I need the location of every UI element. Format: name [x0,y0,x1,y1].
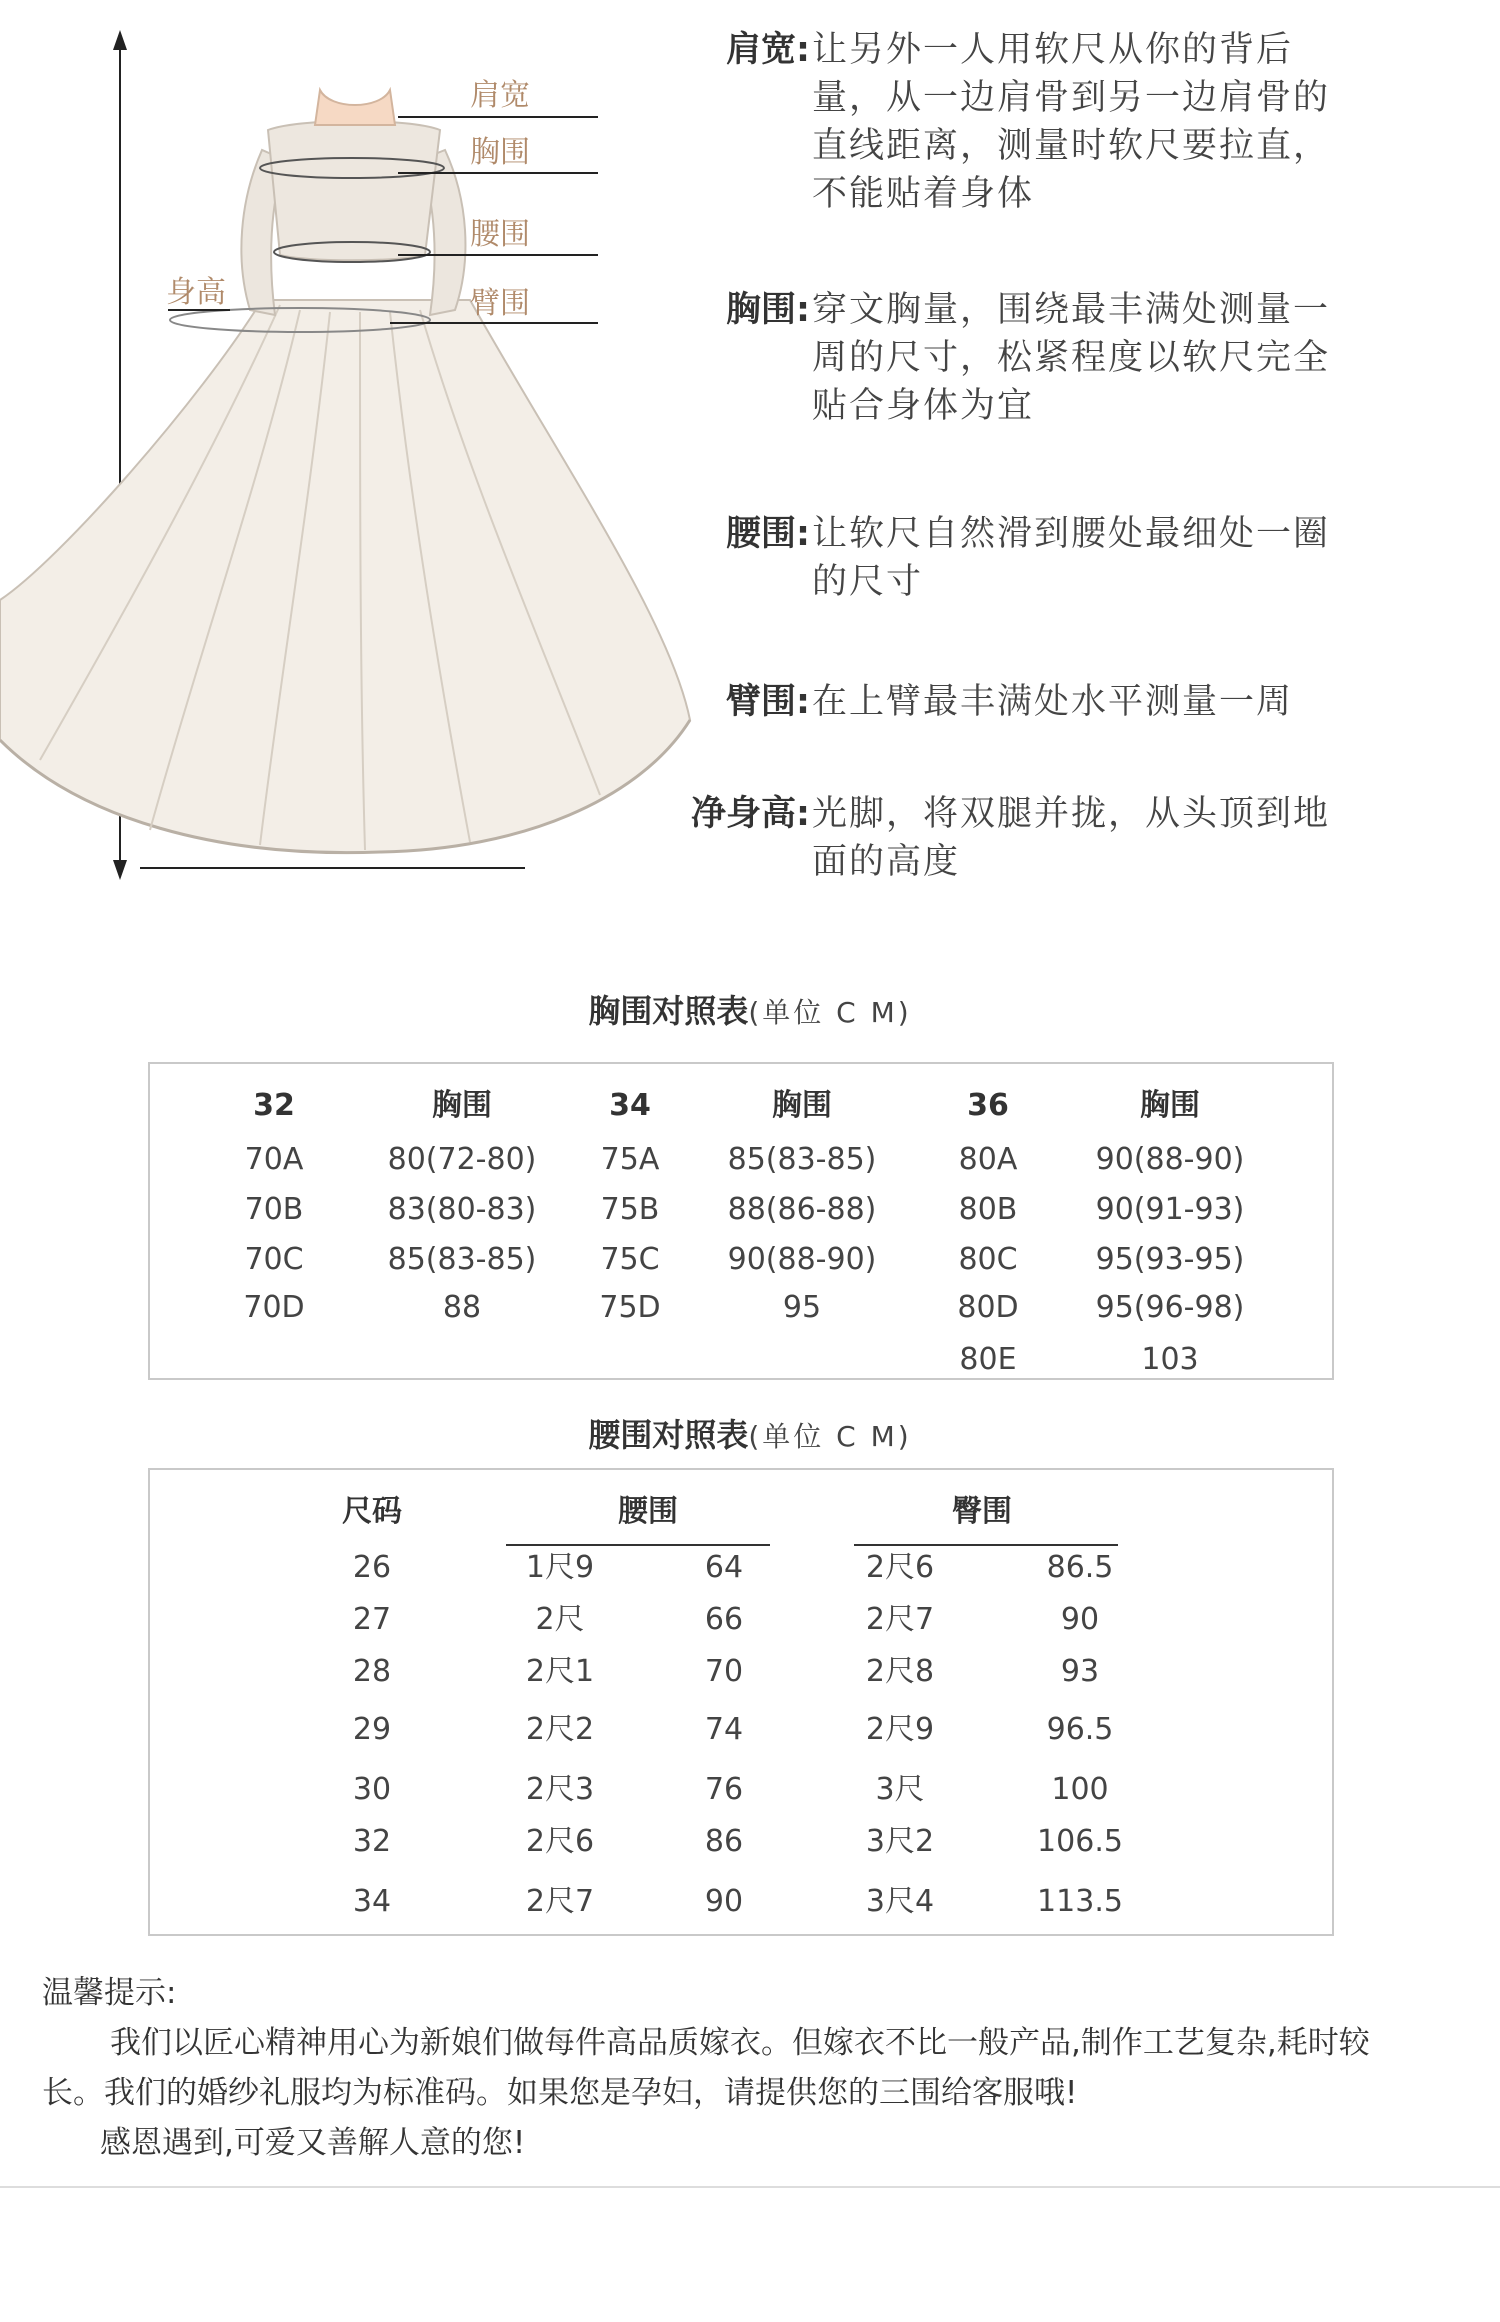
tips-line-2: 长。我们的婚纱礼服均为标准码。如果您是孕妇，请提供您的三围给客服哦! [42,2075,1078,2111]
tips-section [42,1968,1462,2168]
instruction-line: 的尺寸 [812,562,924,602]
bust-table-title: 胸围对照表(单位 C M) [588,992,912,1030]
waist-size-table [148,1468,1334,1936]
bust-table-header: 34 [609,1088,651,1123]
waist-table-cell: 29 [352,1712,392,1747]
waist-table-cell: 76 [704,1772,744,1807]
waist-table-cell: 3尺2 [865,1824,935,1859]
label-bust: 胸围 [470,135,530,170]
instruction-term: 臂围: [726,682,810,722]
label-waist: 腰围 [470,217,530,252]
wedding-dress-illustration [0,0,720,900]
label-height: 身高 [166,275,226,310]
bust-table-cell: 95 [782,1290,822,1325]
bust-table-cell: 95(96-98) [1095,1290,1245,1325]
instruction-line: 不能贴着身体 [812,174,1035,214]
waist-table-cell: 2尺6 [525,1824,595,1859]
waist-table-cell: 90 [704,1884,744,1919]
bust-table-cell: 80(72-80) [387,1142,537,1177]
waist-table-cell: 90 [1060,1602,1100,1637]
bust-table-unit: (单位 C M) [748,996,912,1029]
label-shoulder: 肩宽 [470,78,530,113]
bust-table-header: 胸围 [432,1088,492,1123]
waist-table-cell: 34 [352,1884,392,1919]
waist-table-cell: 113.5 [1037,1884,1123,1919]
instruction-description [812,286,1472,430]
bust-table-header: 胸围 [772,1088,832,1123]
instruction-description [812,510,1472,606]
waist-table-cell: 66 [704,1602,744,1637]
bust-table-cell: 80E [959,1342,1017,1377]
label-arm: 臂围 [470,286,530,321]
instruction-line: 直线距离，测量时软尺要拉直， [812,126,1331,166]
instruction-description [812,790,1472,886]
waist-table-cell: 32 [352,1824,392,1859]
waist-table-cell: 70 [704,1654,744,1689]
waist-table-cell: 2尺9 [865,1712,935,1747]
waist-table-cell: 2尺1 [525,1654,595,1689]
waist-table-cell: 74 [704,1712,744,1747]
bust-table-cell: 103 [1141,1342,1199,1377]
waist-header-hip: 臀围 [952,1494,1012,1529]
tips-title: 温馨提示: [42,1975,177,2011]
waist-table-cell: 26 [352,1550,392,1585]
instruction-term: 腰围: [726,514,810,554]
waist-table-cell: 2尺3 [525,1772,595,1807]
waist-table-cell: 3尺 [875,1772,925,1807]
waist-table-cell: 1尺9 [525,1550,595,1585]
waist-table-cell: 3尺4 [865,1884,935,1919]
instruction-line: 量，从一边肩骨到另一边肩骨的 [812,78,1331,118]
bust-table-cell: 83(80-83) [387,1192,537,1227]
waist-table-cell: 28 [352,1654,392,1689]
instruction-line: 穿文胸量，围绕最丰满处测量一 [812,290,1331,330]
bust-table-cell: 75B [600,1192,660,1227]
bust-table-cell: 70A [244,1142,304,1177]
instruction-line: 贴合身体为宜 [812,386,1035,426]
bust-table-cell: 90(91-93) [1095,1192,1245,1227]
bust-table-cell: 75C [600,1242,660,1277]
bust-table-cell: 80B [958,1192,1018,1227]
waist-table-cell: 2尺8 [865,1654,935,1689]
waist-header-size: 尺码 [342,1494,402,1529]
bust-table-cell: 80C [958,1242,1018,1277]
bust-table-cell: 70C [244,1242,304,1277]
waist-table-cell: 106.5 [1037,1824,1123,1859]
waist-table-cell: 27 [352,1602,392,1637]
bust-table-cell: 90(88-90) [1095,1142,1245,1177]
waist-table-cell: 30 [352,1772,392,1807]
waist-table-cell: 2尺 [535,1602,585,1637]
instruction-term: 胸围: [726,290,810,330]
bust-table-cell: 75A [600,1142,660,1177]
instruction-line: 让软尺自然滑到腰处最细处一圈 [812,514,1331,554]
instruction-description [812,26,1472,218]
waist-table-cell: 86 [704,1824,744,1859]
hip-header-underline [854,1544,1118,1546]
waist-table-cell: 86.5 [1046,1550,1114,1585]
instruction-line: 周的尺寸，松紧程度以软尺完全 [812,338,1331,378]
bust-table-header: 36 [967,1088,1009,1123]
waist-table-title: 腰围对照表(单位 C M) [588,1416,912,1454]
bust-table-header: 胸围 [1140,1088,1200,1123]
instruction-line: 在上臂最丰满处水平测量一周 [812,682,1294,722]
waist-header-waist: 腰围 [618,1494,678,1529]
bust-table-cell: 85(83-85) [387,1242,537,1277]
waist-table-cell: 2尺2 [525,1712,595,1747]
instruction-line: 面的高度 [812,842,961,882]
waist-table-cell: 93 [1060,1654,1100,1689]
waist-table-unit: (单位 C M) [748,1420,912,1453]
bust-table-cell: 88(86-88) [727,1192,877,1227]
instruction-term: 肩宽: [726,30,810,70]
waist-header-underline [506,1544,770,1546]
bust-table-cell: 70D [243,1290,305,1325]
bust-table-cell: 70B [244,1192,304,1227]
bust-table-cell: 90(88-90) [727,1242,877,1277]
tips-line-3: 感恩遇到,可爱又善解人意的您! [100,2125,526,2161]
waist-table-cell: 2尺6 [865,1550,935,1585]
bust-table-cell: 95(93-95) [1095,1242,1245,1277]
waist-table-cell: 2尺7 [865,1602,935,1637]
bust-table-cell: 75D [599,1290,661,1325]
waist-table-cell: 2尺7 [525,1884,595,1919]
waist-table-cell: 96.5 [1046,1712,1114,1747]
bust-size-table [148,1062,1334,1380]
waist-table-cell: 64 [704,1550,744,1585]
bottom-divider [0,2186,1500,2188]
instruction-term: 净身高: [691,794,810,834]
instruction-line: 光脚，将双腿并拢，从头顶到地 [812,794,1331,834]
instruction-line: 让另外一人用软尺从你的背后 [812,30,1294,70]
bust-table-cell: 85(83-85) [727,1142,877,1177]
instruction-description [812,678,1472,726]
bust-table-header: 32 [253,1088,295,1123]
tips-line-1: 我们以匠心精神用心为新娘们做每件高品质嫁衣。但嫁衣不比一般产品,制作工艺复杂,耗时较 [110,2025,1370,2061]
waist-table-cell: 100 [1051,1772,1109,1807]
bust-table-cell: 80D [957,1290,1019,1325]
bust-table-cell: 88 [442,1290,482,1325]
bust-table-cell: 80A [958,1142,1018,1177]
